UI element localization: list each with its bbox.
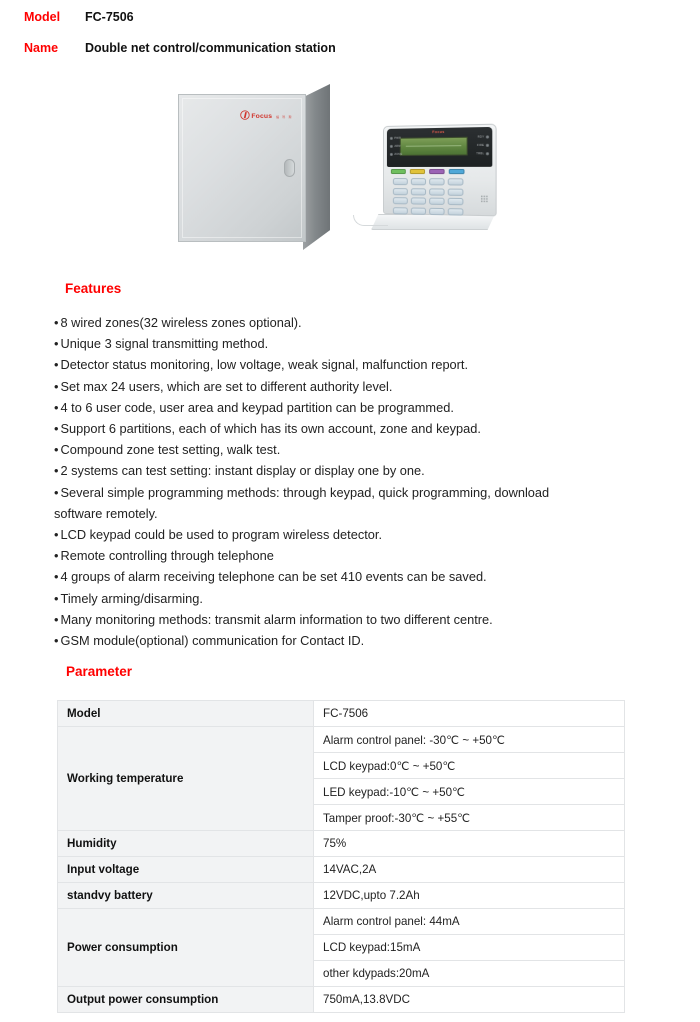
product-image-lcd-keypad (383, 126, 501, 230)
keypad-key (429, 207, 444, 214)
feature-item: • 8 wired zones(32 wireless zones optional). (54, 312, 654, 333)
led-label: ARM (394, 144, 401, 148)
led-dot-icon (486, 135, 489, 138)
meta-value-model: FC-7506 (85, 10, 134, 24)
feature-item: • Support 6 partitions, each of which has its own account, zone and keypad. (54, 418, 654, 439)
function-key-purple (429, 169, 444, 174)
parameter-key: Input voltage (58, 857, 314, 883)
keypad-key (411, 188, 426, 195)
led-label: PWR (394, 136, 401, 140)
keypad-status-leds-left (390, 137, 402, 156)
parameter-value: Tamper proof:-30℃ ~ +55℃ (314, 805, 625, 831)
led-dot-icon (486, 144, 489, 147)
meta-row-name (0, 41, 700, 72)
keypad-led-indicator (476, 152, 489, 155)
parameter-row (58, 883, 625, 909)
parameter-value: LED keypad:-10℃ ~ +50℃ (314, 779, 625, 805)
keypad-speaker-grille-icon (480, 195, 488, 202)
keypad-key (429, 198, 444, 205)
keypad-number-pad (393, 178, 464, 215)
led-dot-icon (390, 137, 393, 140)
features-list (54, 312, 654, 651)
keypad-key (393, 188, 408, 195)
meta-label-name: Name (24, 41, 59, 55)
keypad-stand (371, 214, 495, 230)
parameter-row (58, 727, 625, 753)
keypad-key (448, 188, 464, 195)
keypad-function-keys (391, 169, 465, 174)
enclosure-side-panel (303, 84, 330, 250)
keypad-key (393, 197, 408, 204)
parameter-row (58, 909, 625, 935)
keypad-led-indicator (478, 135, 489, 138)
feature-item: • Timely arming/disarming. (54, 588, 654, 609)
parameter-value: FC-7506 (314, 701, 625, 727)
led-dot-icon (486, 152, 489, 155)
keypad-lcd-screen (400, 137, 468, 156)
parameter-key: Model (58, 701, 314, 727)
led-label: TRBL (476, 152, 485, 156)
feature-item: • 4 to 6 user code, user area and keypad partition can be programmed. (54, 397, 654, 418)
parameter-row (58, 701, 625, 727)
keypad-led-indicator (390, 153, 402, 156)
keypad-key (429, 188, 444, 195)
led-label: FIRE (477, 143, 485, 148)
keypad-cable (353, 215, 388, 226)
parameter-row (58, 987, 625, 1013)
parameter-key: Output power consumption (58, 987, 314, 1013)
product-meta-block (0, 10, 700, 72)
product-image-enclosure-box (178, 84, 330, 250)
keypad-led-indicator (477, 144, 489, 147)
keypad-key (448, 198, 464, 205)
product-image-stage (0, 78, 700, 264)
led-label: RDY (477, 135, 485, 139)
keypad-key (448, 208, 464, 216)
led-dot-icon (390, 145, 393, 148)
keypad-key (411, 178, 426, 185)
keypad-body (383, 124, 497, 217)
feature-item: software remotely. (54, 505, 158, 521)
keypad-key (393, 207, 408, 214)
led-dot-icon (390, 153, 393, 156)
feature-item: • GSM module(optional) communication for Contact ID. (54, 630, 654, 651)
feature-item: • Set max 24 users, which are set to different authority level. (54, 376, 654, 397)
keypad-led-indicator (390, 145, 402, 148)
parameter-value: LCD keypad:15mA (314, 935, 625, 961)
parameter-value: 75% (314, 831, 625, 857)
feature-item: • 4 groups of alarm receiving telephone can be set 410 events can be saved. (54, 566, 654, 587)
parameter-key: standvy battery (58, 883, 314, 909)
keypad-key (448, 178, 464, 185)
parameter-key: Working temperature (58, 727, 314, 831)
keypad-key (393, 178, 408, 185)
feature-item: • Detector status monitoring, low voltage, weak signal, malfunction report. (54, 354, 654, 375)
enclosure-lock-icon (284, 159, 295, 177)
parameter-key: Power consumption (58, 909, 314, 987)
keypad-key (411, 197, 426, 204)
feature-item: • Unique 3 signal transmitting method. (54, 333, 654, 354)
keypad-brand-label: Focus (432, 129, 445, 135)
function-key-yellow (410, 169, 425, 174)
feature-item: • Many monitoring methods: transmit alarm information to two different centre. (54, 609, 654, 630)
focus-logo (240, 107, 293, 122)
feature-item: • Several simple programming methods: through keypad, quick programming, download (54, 482, 654, 503)
parameter-value: 750mA,13.8VDC (314, 987, 625, 1013)
parameter-row (58, 831, 625, 857)
parameter-heading: Parameter (66, 664, 133, 679)
feature-item: • 2 systems can test setting: instant display or display one by one. (54, 460, 654, 481)
keypad-key (429, 178, 444, 185)
feature-item: • LCD keypad could be used to program wireless detector. (54, 524, 654, 545)
keypad-status-leds-right (476, 135, 489, 155)
parameter-value: Alarm control panel: -30℃ ~ +50℃ (314, 727, 625, 753)
function-key-green (391, 169, 406, 174)
focus-logo-subtext: 福 科 斯 (276, 115, 293, 119)
meta-value-name: Double net control/communication station (85, 41, 336, 55)
focus-logo-mark-icon (240, 110, 249, 119)
parameter-value: Alarm control panel: 44mA (314, 909, 625, 935)
led-label: ZONE (394, 152, 403, 156)
parameter-table-body (58, 701, 625, 1013)
parameter-key: Humidity (58, 831, 314, 857)
feature-item: • Compound zone test setting, walk test. (54, 439, 654, 460)
enclosure-front-door (178, 94, 306, 242)
parameter-table (57, 700, 625, 1013)
meta-row-model (0, 10, 700, 41)
keypad-key (411, 207, 426, 214)
keypad-display-bezel (387, 127, 492, 167)
focus-logo-wordmark: Focus (251, 112, 273, 120)
parameter-row (58, 857, 625, 883)
meta-label-model: Model (24, 10, 61, 24)
features-heading: Features (65, 281, 122, 296)
parameter-value: 14VAC,2A (314, 857, 625, 883)
keypad-led-indicator (390, 137, 402, 140)
function-key-blue (449, 169, 465, 174)
feature-item: • Remote controlling through telephone (54, 545, 654, 566)
parameter-value: LCD keypad:0℃ ~ +50℃ (314, 753, 625, 779)
parameter-value: 12VDC,upto 7.2Ah (314, 883, 625, 909)
parameter-value: other kdypads:20mA (314, 961, 625, 987)
